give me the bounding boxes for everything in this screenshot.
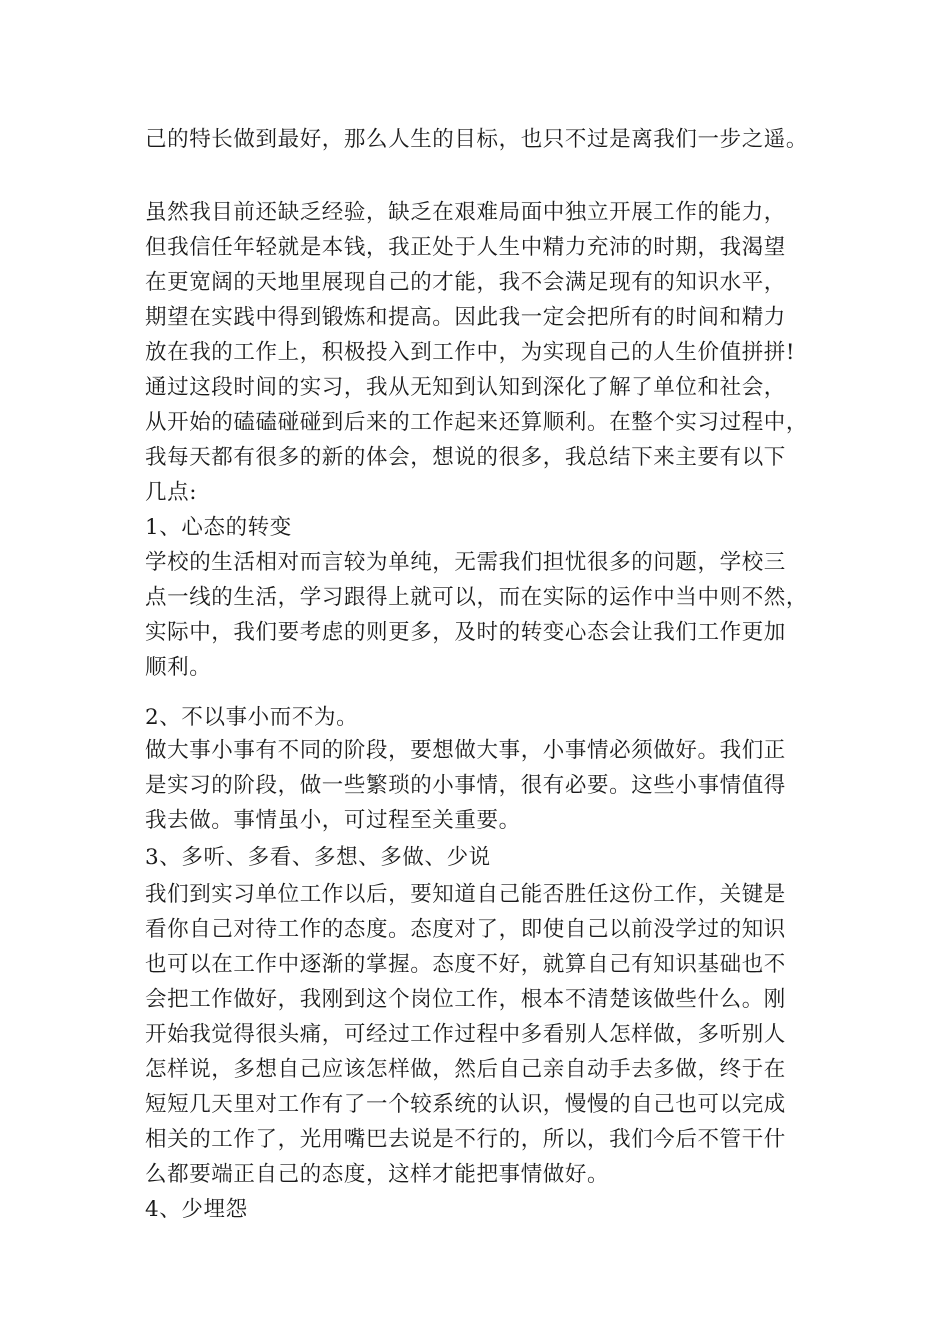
text-line: 看你自己对待工作的态度。态度对了，即使自己以前没学过的知识 xyxy=(145,917,786,942)
text-line: 开始我觉得很头痛，可经过工作过程中多看别人怎样做，多听别人 xyxy=(145,1022,786,1047)
text-line: 从开始的磕磕碰碰到后来的工作起来还算顺利。在整个实习过程中， xyxy=(145,410,809,435)
text-line: 会把工作做好，我刚到这个岗位工作，根本不清楚该做些什么。刚 xyxy=(145,987,786,1012)
text-line: 在更宽阔的天地里展现自己的才能，我不会满足现有的知识水平， xyxy=(145,270,786,295)
section-heading: 1、心态的转变 xyxy=(145,515,292,540)
text-line: 虽然我目前还缺乏经验，缺乏在艰难局面中独立开展工作的能力， xyxy=(145,200,786,225)
text-line: 做大事小事有不同的阶段，要想做大事，小事情必须做好。我们正 xyxy=(145,738,786,763)
text-line: 通过这段时间的实习，我从无知到认知到深化了解了单位和社会， xyxy=(145,375,786,400)
text-line: 实际中，我们要考虑的则更多，及时的转变心态会让我们工作更加 xyxy=(145,620,786,645)
text-line: 我们到实习单位工作以后，要知道自己能否胜任这份工作，关键是 xyxy=(145,882,786,907)
text-line: 放在我的工作上，积极投入到工作中，为实现自己的人生价值拼拼! xyxy=(145,340,796,365)
text-line: 几点: xyxy=(145,480,198,505)
text-line: 么都要端正自己的态度，这样才能把事情做好。 xyxy=(145,1162,610,1187)
text-line: 顺利。 xyxy=(145,655,212,680)
text-line: 学校的生活相对而言较为单纯，无需我们担忧很多的问题，学校三 xyxy=(145,550,786,575)
text-line: 我去做。事情虽小，可过程至关重要。 xyxy=(145,808,521,833)
text-line: 期望在实践中得到锻炼和提高。因此我一定会把所有的时间和精力 xyxy=(145,305,786,330)
text-line: 怎样说，多想自己应该怎样做，然后自己亲自动手去多做，终于在 xyxy=(145,1057,786,1082)
text-line: 但我信任年轻就是本钱，我正处于人生中精力充沛的时期，我渴望 xyxy=(145,235,786,260)
text-line: 相关的工作了，光用嘴巴去说是不行的，所以，我们今后不管干什 xyxy=(145,1127,786,1152)
text-line: 己的特长做到最好，那么人生的目标，也只不过是离我们一步之遥。 xyxy=(145,127,809,152)
text-line: 我每天都有很多的新的体会，想说的很多，我总结下来主要有以下 xyxy=(145,445,786,470)
section-heading: 2、不以事小而不为。 xyxy=(145,705,359,730)
text-line: 短短几天里对工作有了一个较系统的认识，慢慢的自己也可以完成 xyxy=(145,1092,786,1117)
text-line: 点一线的生活，学习跟得上就可以，而在实际的运作中当中则不然， xyxy=(145,585,809,610)
text-line: 是实习的阶段，做一些繁琐的小事情，很有必要。这些小事情值得 xyxy=(145,773,786,798)
section-heading: 3、多听、多看、多想、多做、少说 xyxy=(145,845,491,870)
section-heading: 4、少埋怨 xyxy=(145,1197,248,1222)
text-line: 也可以在工作中逐渐的掌握。态度不好，就算自己有知识基础也不 xyxy=(145,952,786,977)
